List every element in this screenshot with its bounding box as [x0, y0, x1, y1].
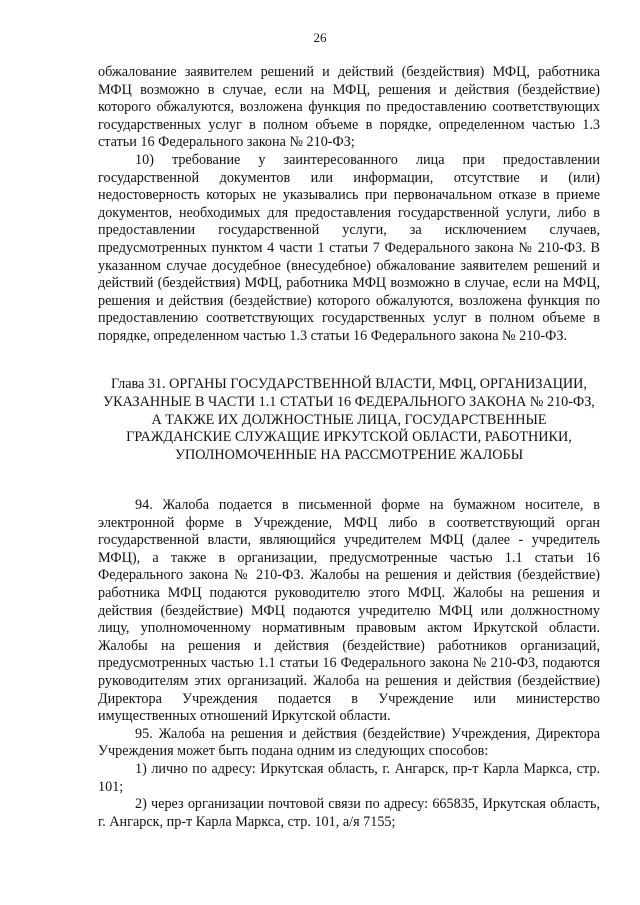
paragraph-item-10: 10) требование у заинтересованного лица при предоставлении государственной документов или информации, отсутствие и (или) недостоверность которых не указывались при первоначальном отказе в приеме документов, необходимых для предоставления государственной услуги, либо в предоставлении государственной услуги, за исключением случаев, предусмотренных пунктом 4 части 1 статьи 7 Федерального закона № 210-ФЗ. В указанном случае досудебное (внесудебное) обжалование заявителем решений и действий (бездействия) МФЦ, работника МФЦ возможно в случае, если на МФЦ, решения и действия (бездействие) которого обжалуются, возложена функция по предоставлению соответствующих государственных услуг в полном объеме в порядке, определенном частью 1.3 статьи 16 Федерального закона № 210-ФЗ. — [98, 151, 600, 344]
paragraph-94: 94. Жалоба подается в письменной форме на бумажном носителе, в электронной форме в Учреждение, МФЦ либо в соответствующий орган государственной власти, являющийся учредителем МФЦ (далее - учредитель МФЦ), а также в организации, предусмотренные частью 1.1 статьи 16 Федерального закона № 210-ФЗ. Жалобы на решения и действия (бездействие) работника МФЦ подаются руководителю этого МФЦ. Жалобы на решения и действия (бездействие) МФЦ подаются учредителю МФЦ или должностному лицу, уполномоченному нормативным правовым актом Иркутской области. Жалобы на решения и действия (бездействие) работников организаций, предусмотренных частью 1.1 статьи 16 Федерального закона № 210-ФЗ, подаются руководителям этих организаций. Жалоба на решения и действия (бездействие) Директора Учреждения подается в Учреждение или министерство имущественных отношений Иркутской области. — [98, 497, 600, 725]
chapter-heading: Глава 31. ОРГАНЫ ГОСУДАРСТВЕННОЙ ВЛАСТИ, МФЦ, ОРГАНИЗАЦИИ, УКАЗАННЫЕ В ЧАСТИ 1.1 СТАТЬИ 16 ФЕДЕРАЛЬНОГО ЗАКОНА № 210-ФЗ, А ТАКЖЕ ИХ ДОЛЖНОСТНЫЕ ЛИЦА, ГОСУДАРСТВЕННЫЕ ГРАЖДАНСКИЕ СЛУЖАЩИЕ ИРКУТСКОЙ ОБЛАСТИ, РАБОТНИКИ, УПОЛНОМОЧЕННЫЕ НА РАССМОТРЕНИЕ ЖАЛОБЫ — [103, 376, 595, 464]
list-item-2: 2) через организации почтовой связи по адресу: 665835, Иркутская область, г. Ангарск, пр-т Карла Маркса, стр. 101, а/я 7155; — [98, 796, 600, 830]
text-block-top — [98, 64, 600, 346]
page-number: 26 — [313, 30, 327, 45]
paragraph-continuation: обжалование заявителем решений и действий (бездействия) МФЦ, работника МФЦ возможно в случае, если на МФЦ, решения и действия (бездействие) которого обжалуются, возложена функция по предоставлению соответствующих государственных услуг в полном объеме в порядке, определенном частью 1.3 статьи 16 Федерального закона № 210-ФЗ; — [98, 64, 600, 151]
text-block-bottom — [98, 497, 600, 831]
list-item-1: 1) лично по адресу: Иркутская область, г. Ангарск, пр-т Карла Маркса, стр. 101; — [98, 760, 600, 795]
paragraph-95: 95. Жалоба на решения и действия (бездействие) Учреждения, Директора Учреждения может быть подана одним из следующих способов: — [98, 725, 600, 760]
